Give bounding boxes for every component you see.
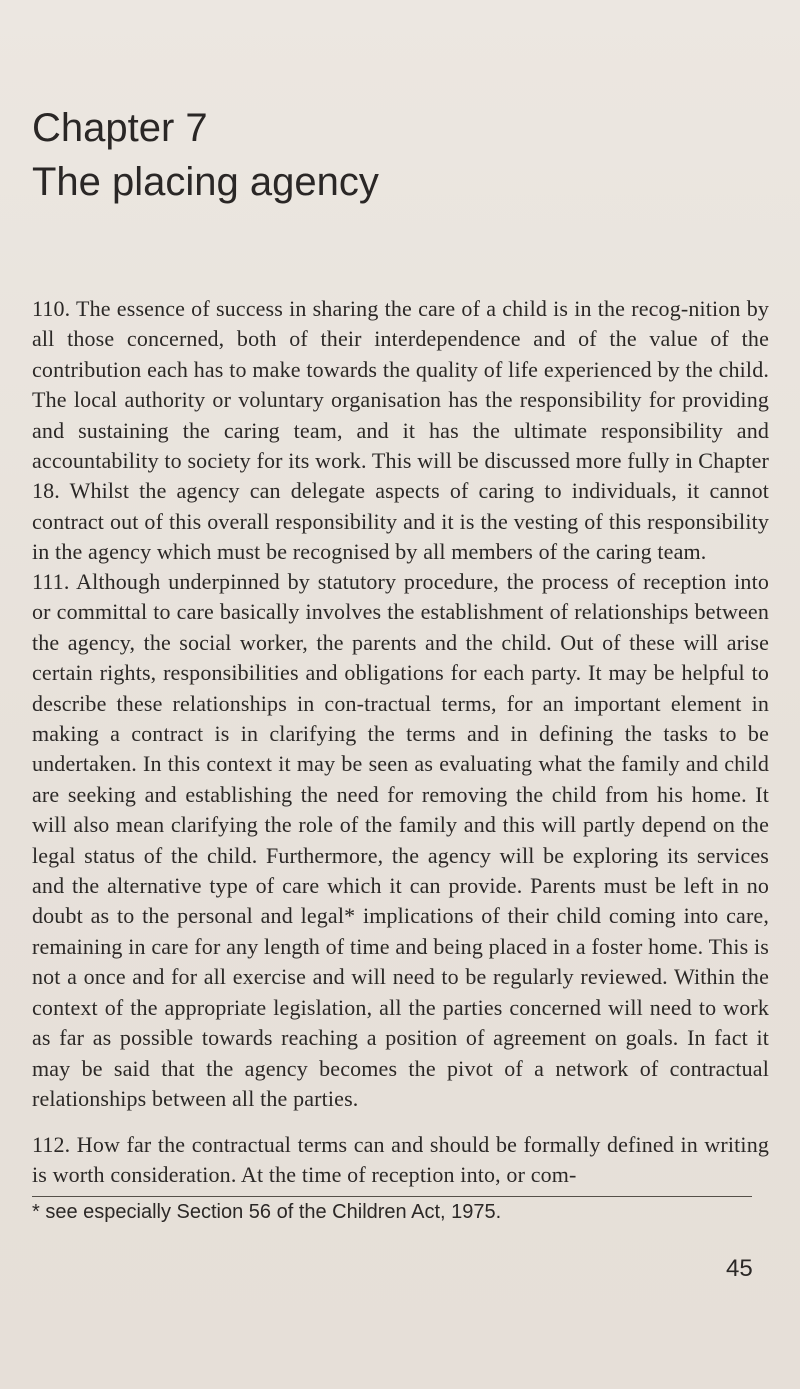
footnote: * see especially Section 56 of the Children Act, 1975. bbox=[32, 1201, 502, 1223]
paragraph-112: 112. How far the contractual terms can and should be formally defined in writing is worth consideration. At the time of reception into, or com- bbox=[32, 1132, 769, 1188]
page-number: 45 bbox=[726, 1255, 753, 1282]
chapter-title: The placing agency bbox=[32, 160, 379, 204]
paragraph-110: 110. The essence of success in sharing the care of a child is in the recog-nition by all those concerned, both of their interdependence and of the value of the contribution each has to make towards the quality of life experienced by the child. The local authority or voluntary organisation has the responsibility for providing and sustaining the caring team, and it has the ultimate responsibility and accountability to society for its work. This will be discussed more fully in Chapter 18. Whilst the agency can delegate aspects of caring to individuals, it cannot contract out of this overall responsibility and it is the vesting of this responsibility in the agency which must be recognised by all members of the caring team. bbox=[32, 296, 769, 565]
paragraph-111: 111. Although underpinned by statutory procedure, the process of reception into or committal to care basically involves the establishment of relationships between the agency, the social worker, the parents and the child. Out of these will arise certain rights, responsibilities and obligations for each party. It may be helpful to describe these relationships in con-tractual terms, for an important element in making a contract is in clarifying the terms and in defining the tasks to be undertaken. In this context it may be seen as evaluating what the family and child are seeking and establishing the need for removing the child from his home. It will also mean clarifying the role of the family and this will partly depend on the legal status of the child. Furthermore, the agency will be exploring its services and the alternative type of care which it can provide. Parents must be left in no doubt as to the personal and legal* implications of their child coming into care, remaining in care for any length of time and being placed in a foster home. This is not a once and for all exercise and will need to be regularly reviewed. Within the context of the appropriate legislation, all the parties concerned will need to work as far as possible towards reaching a position of agreement on goals. In fact it may be said that the agency becomes the pivot of a network of contractual relationships between all the parties. bbox=[32, 569, 769, 1111]
chapter-label: Chapter 7 bbox=[32, 106, 208, 150]
